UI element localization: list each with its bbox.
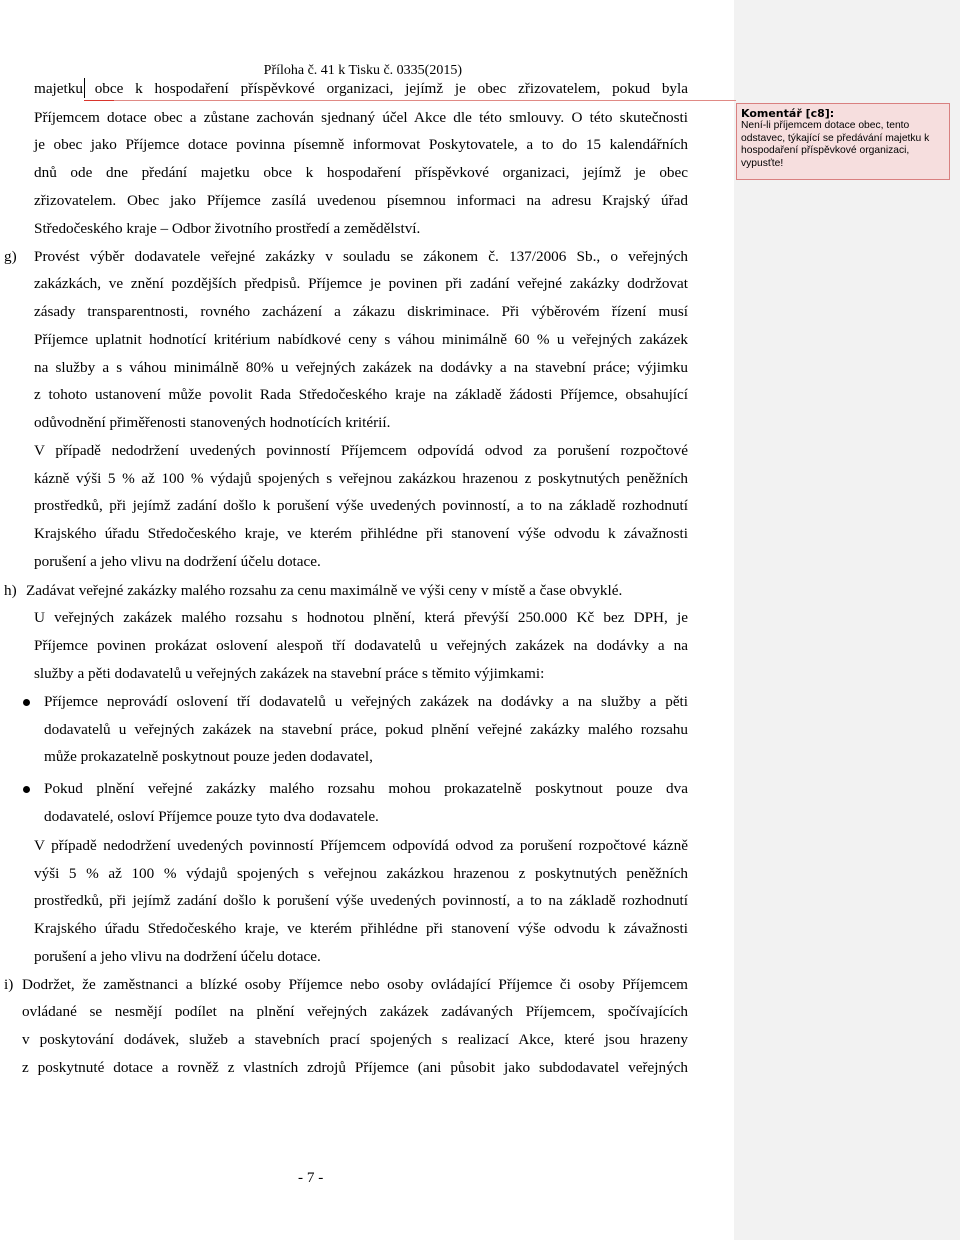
bullet-icon [23, 699, 30, 706]
document-header: Příloha č. 41 k Tisku č. 0335(2015) [263, 63, 462, 78]
paragraph-i-line: v poskytování dodávek, služeb a stavebních prací spojených s realizací Akce, které jsou hrazeny [22, 1031, 688, 1048]
paragraph-h-after-line: porušení a jeho vlivu na dodržení účelu dotace. [34, 948, 321, 965]
paragraph-g-line: Provést výběr dodavatele veřejné zakázky v souladu se zákonem č. 137/2006 Sb., o veřejných [34, 248, 688, 265]
paragraph-i-line: ovládané se nesmějí podílet na plnění veřejných zakázek zadávaných Příjemcem, spočívajících [22, 1003, 688, 1020]
paragraph-g-line: prostředků, při jejímž zadání došlo k porušení výše uvedených povinností, a to na základě rozhodnutí [34, 497, 688, 514]
paragraph-g-line: na služby a s váhou minimálně 80% u veřejných zakázek na dodávky a na stavební práce; výjimku [34, 359, 688, 376]
paragraph-h-after-line: prostředků, při jejímž zadání došlo k porušení výše uvedených povinností, a to na základě rozhodnutí [34, 892, 688, 909]
paragraph-f-line: majetku obce k hospodaření příspěvkové organizaci, jejímž je obec zřizovatelem, pokud byla [34, 80, 688, 97]
comment-title: Komentář [c8]: [741, 107, 835, 120]
bullet-line: může prokazatelně poskytnout pouze jeden dodavatel, [44, 748, 373, 765]
paragraph-g-line: V případě nedodržení uvedených povinností Příjemcem odpovídá odvod za porušení rozpočtové [34, 442, 688, 459]
paragraph-f-line: dnů ode dne předání majetku obce k hospodaření příspěvkové organizaci, jejímž je obec [34, 164, 688, 181]
comment-anchor-line [84, 100, 114, 101]
paragraph-h-line: služby a pěti dodavatelů u veřejných zakázek na stavební práce s těmito výjimkami: [34, 665, 545, 682]
comment-connector-line [114, 100, 736, 101]
comment-body: Není-li příjemcem dotace obec, tento odstavec, týkající se předávání majetku k hospodaření příspěvkové organizaci, vypusťte! [741, 120, 930, 169]
comment-balloon[interactable] [736, 103, 950, 180]
paragraph-h-after-line: Krajského úřadu Středočeského kraje, ve kterém přihlédne při stanovení výše odvodu k závažnosti [34, 920, 688, 937]
paragraph-g-label: g) [4, 248, 17, 265]
paragraph-f-line: zřizovatelem. Obec jako Příjemce zasílá uvedenou písemnou informaci na adresu Krajský úřad [34, 192, 688, 209]
paragraph-h-line: U veřejných zakázek malého rozsahu s hodnotou plnění, která převýší 250.000 Kč bez DPH, je [34, 609, 688, 626]
paragraph-f-line: Středočeského kraje – Odbor životního prostředí a zemědělství. [34, 220, 421, 237]
paragraph-f-line: je obec jako Příjemce dotace povinna písemně informovat Poskytovatele, a to do 15 kalendářních [34, 136, 688, 153]
paragraph-i-label: i) [4, 976, 14, 993]
paragraph-g-line: z tohoto ustanovení může povolit Rada Středočeského kraje na základě žádosti Příjemce, obsahující [34, 386, 688, 403]
paragraph-f-line: Příjemcem dotace obec a zůstane zachován sjednaný účel Akce dle této smlouvy. O této skutečnosti [34, 109, 688, 126]
paragraph-h-after-line: výši 5 % až 100 % výdajů spojených s veřejnou zakázkou hrazenou z poskytnutých peněžních [34, 865, 688, 882]
bullet-line: dodavatelů u veřejných zakázek na stavební práce, pokud plnění veřejné zakázky malého rozsahu [44, 721, 688, 738]
paragraph-i-line: Dodržet, že zaměstnanci a blízké osoby Příjemce nebo osoby ovládající Příjemce či osoby Příjemcem [22, 976, 688, 993]
paragraph-h-line: Zadávat veřejné zakázky malého rozsahu za cenu maximálně ve výši ceny v místě a čase obvyklé. [26, 582, 623, 599]
bullet-line: Příjemce neprovádí oslovení tří dodavatelů u veřejných zakázek na dodávky a na služby a pěti [44, 693, 688, 710]
paragraph-h-label: h) [4, 582, 17, 599]
page-number: - 7 - [298, 1169, 324, 1186]
bullet-icon [23, 786, 30, 793]
paragraph-g-line: odůvodnění přiměřenosti stanovených hodnotících kritérií. [34, 414, 391, 431]
bullet-line: dodavatelé, osloví Příjemce pouze tyto dva dodavatele. [44, 808, 379, 825]
paragraph-g-line: Krajského úřadu Středočeského kraje, ve kterém přihlédne při stanovení výše odvodu k závažnosti [34, 525, 688, 542]
paragraph-g-line: porušení a jeho vlivu na dodržení účelu dotace. [34, 553, 321, 570]
paragraph-g-line: zakázkách, ve znění pozdějších předpisů. Příjemce je povinen při zadání veřejné zakázky dodržovat [34, 275, 688, 292]
paragraph-i-line: z poskytnuté dotace a rovněž z vlastních zdrojů Příjemce (ani působit jako subdodavatel veřejných [22, 1059, 688, 1076]
paragraph-g-line: zásady transparentnosti, rovného zacházení a zákazu diskriminace. Při výběrovém řízení musí [34, 303, 688, 320]
paragraph-g-line: kázně výši 5 % až 100 % výdajů spojených s veřejnou zakázkou hrazenou z poskytnutých peněžních [34, 470, 688, 487]
bullet-line: Pokud plnění veřejné zakázky malého rozsahu mohou prokazatelně poskytnout pouze dva [44, 780, 688, 797]
paragraph-g-line: Příjemce uplatnit hodnotící kritérium nabídkové ceny s váhou minimálně 60 % u veřejných zakázek [34, 331, 688, 348]
comment-margin [734, 0, 960, 1240]
paragraph-h-line: Příjemce povinen prokázat oslovení alespoň tří dodavatelů u veřejných zakázek na dodávky a na [34, 637, 688, 654]
paragraph-h-after-line: V případě nedodržení uvedených povinností Příjemcem odpovídá odvod za porušení rozpočtové kázně [34, 837, 688, 854]
